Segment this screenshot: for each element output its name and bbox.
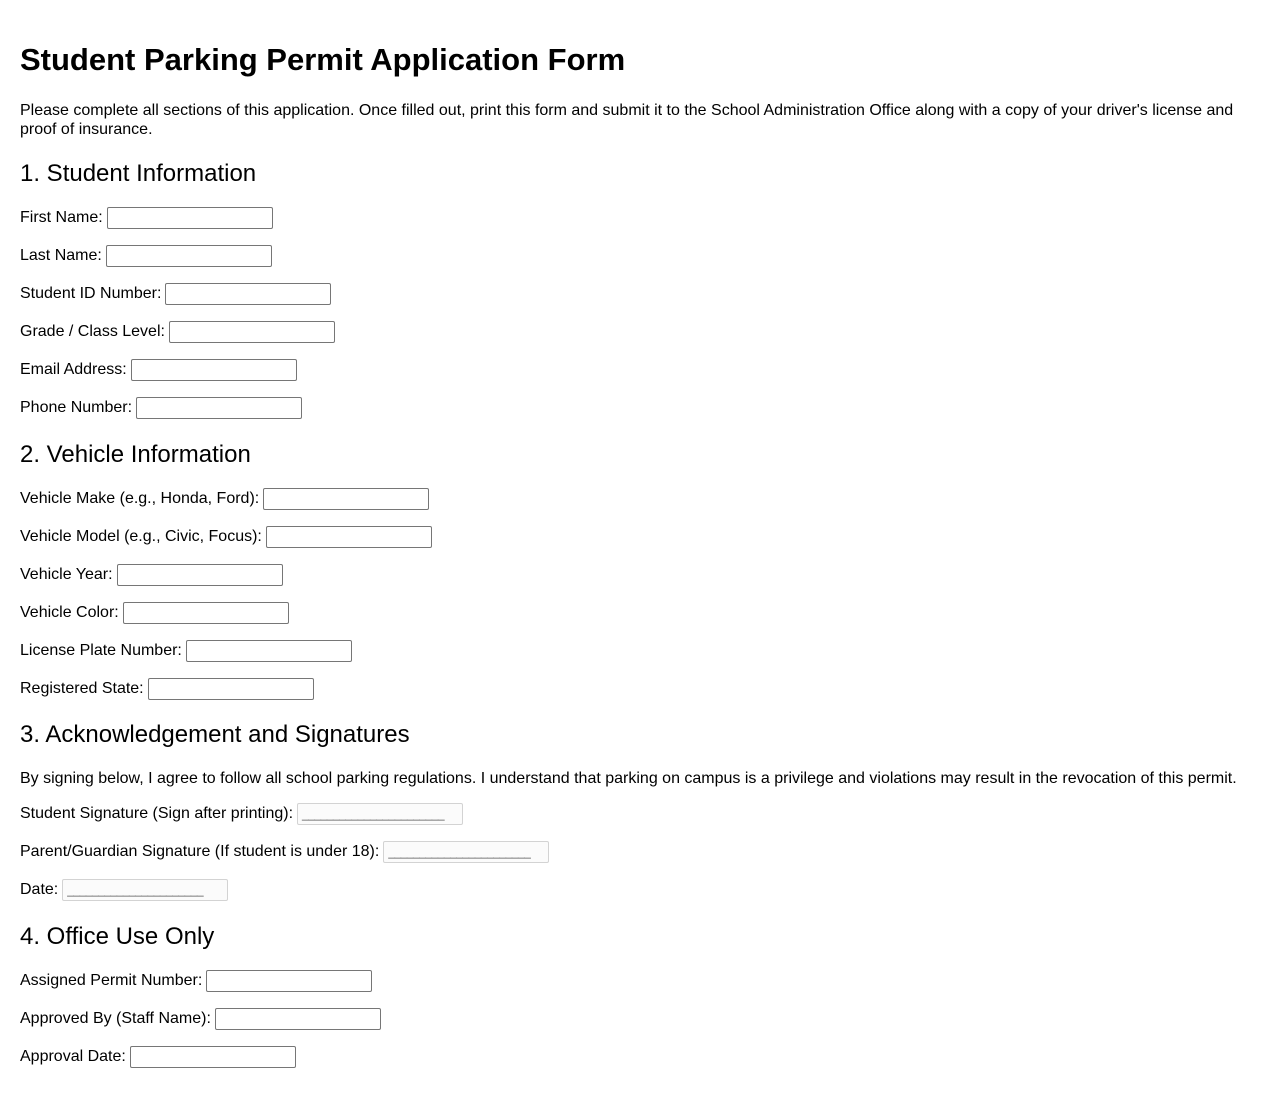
date-row xyxy=(20,879,228,901)
parent-signature-line: _______________________ xyxy=(388,845,531,859)
vehicle-make-label: Vehicle Make (e.g., Honda, Ford): xyxy=(20,490,260,507)
email-label: Email Address: xyxy=(20,361,127,378)
license-plate-label: License Plate Number: xyxy=(20,642,182,659)
vehicle-model-input[interactable] xyxy=(266,526,432,548)
vehicle-model-row xyxy=(20,526,432,548)
license-plate-input[interactable] xyxy=(186,640,352,662)
parent-signature-label: Parent/Guardian Signature (If student is under 18): xyxy=(20,843,380,860)
ack-statement: By signing below, I agree to follow all school parking regulations. I understand that parking on campus is a privilege and violations may result in the revocation of this permit. xyxy=(20,770,1237,787)
grade-input[interactable] xyxy=(169,321,335,343)
permit-number-row xyxy=(20,970,372,992)
student-id-input[interactable] xyxy=(165,283,331,305)
student-signature-line: _______________________ xyxy=(302,807,445,821)
permit-number-input[interactable] xyxy=(206,970,372,992)
section-ack-heading: 3. Acknowledgement and Signatures xyxy=(20,721,410,748)
vehicle-make-row xyxy=(20,488,429,510)
vehicle-color-label: Vehicle Color: xyxy=(20,604,119,621)
approved-by-label: Approved By (Staff Name): xyxy=(20,1010,211,1027)
date-label: Date: xyxy=(20,881,59,898)
parent-signature-field xyxy=(383,841,549,863)
vehicle-year-row xyxy=(20,564,283,586)
approved-by-row xyxy=(20,1008,381,1030)
email-row xyxy=(20,359,297,381)
registered-state-input[interactable] xyxy=(148,678,314,700)
student-id-label: Student ID Number: xyxy=(20,285,162,302)
vehicle-model-label: Vehicle Model (e.g., Civic, Focus): xyxy=(20,528,262,545)
student-signature-label: Student Signature (Sign after printing): xyxy=(20,805,294,822)
approved-by-input[interactable] xyxy=(215,1008,381,1030)
date-field xyxy=(62,879,228,901)
registered-state-label: Registered State: xyxy=(20,680,144,697)
license-plate-row xyxy=(20,640,352,662)
section-vehicle-heading: 2. Vehicle Information xyxy=(20,441,251,468)
first-name-label: First Name: xyxy=(20,209,103,226)
intro-text: Please complete all sections of this application. Once filled out, print this form and submit it to the School Administration Office along with a copy of your driver's license and proof of insurance. xyxy=(20,102,1234,138)
section-office-heading: 4. Office Use Only xyxy=(20,923,215,950)
page-title: Student Parking Permit Application Form xyxy=(20,42,626,77)
grade-row xyxy=(20,321,335,343)
vehicle-year-input[interactable] xyxy=(117,564,283,586)
date-line: ______________________ xyxy=(67,883,204,897)
parent-signature-row xyxy=(20,841,549,863)
student-signature-field xyxy=(297,803,463,825)
phone-input[interactable] xyxy=(136,397,302,419)
grade-label: Grade / Class Level: xyxy=(20,323,165,340)
section-student-heading: 1. Student Information xyxy=(20,160,257,187)
approval-date-label: Approval Date: xyxy=(20,1048,126,1065)
email-input[interactable] xyxy=(131,359,297,381)
student-id-row xyxy=(20,283,331,305)
first-name-row xyxy=(20,207,273,229)
last-name-input[interactable] xyxy=(106,245,272,267)
student-signature-row xyxy=(20,803,463,825)
approval-date-row xyxy=(20,1046,296,1068)
approval-date-input[interactable] xyxy=(130,1046,296,1068)
last-name-row xyxy=(20,245,272,267)
vehicle-color-row xyxy=(20,602,289,624)
vehicle-color-input[interactable] xyxy=(123,602,289,624)
phone-label: Phone Number: xyxy=(20,399,133,416)
vehicle-make-input[interactable] xyxy=(263,488,429,510)
vehicle-year-label: Vehicle Year: xyxy=(20,566,113,583)
permit-number-label: Assigned Permit Number: xyxy=(20,972,203,989)
phone-row xyxy=(20,397,302,419)
registered-state-row xyxy=(20,678,314,700)
first-name-input[interactable] xyxy=(107,207,273,229)
last-name-label: Last Name: xyxy=(20,247,102,264)
